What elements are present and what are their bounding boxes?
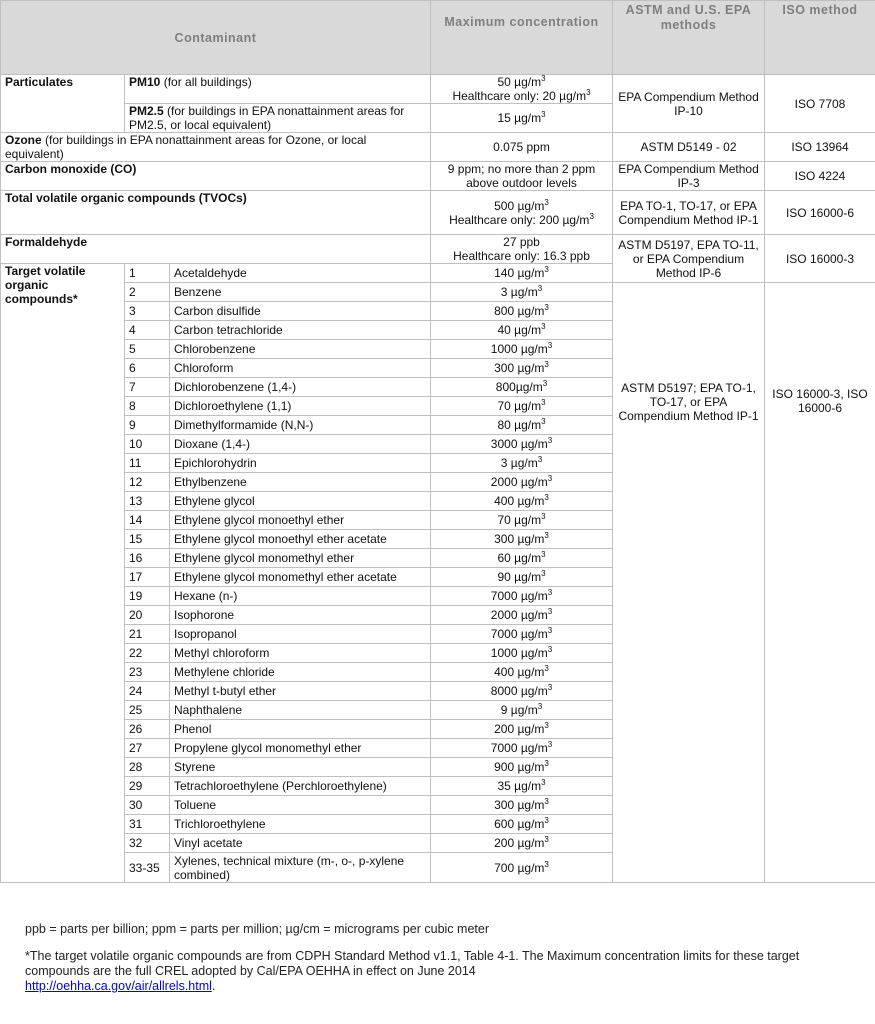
particulates-label: Particulates <box>1 75 125 133</box>
table-row <box>1 283 875 302</box>
compound-name: Isopropanol <box>170 625 431 644</box>
compound-concentration <box>431 739 613 758</box>
compound-concentration <box>431 283 613 302</box>
compound-number: 17 <box>125 568 170 587</box>
compound-conc-value: 3000 µg/m <box>490 437 548 451</box>
tvoc-label: Total volatile organic compounds (TVOCs) <box>1 191 431 235</box>
formaldehyde-method: ASTM D5197, EPA TO-11, or EPA Compendium Method IP-6 <box>613 235 765 283</box>
compound-concentration <box>431 435 613 454</box>
compound-conc-value: 7000 µg/m <box>490 741 548 755</box>
compound-number: 31 <box>125 815 170 834</box>
compound-conc-value: 200 µg/m <box>494 836 545 850</box>
compound-conc-value: 900 µg/m <box>494 760 545 774</box>
compound-number: 13 <box>125 492 170 511</box>
tvoc-conc-a: 500 µg/m <box>494 198 545 213</box>
compound-conc-value: 9 µg/m <box>500 703 538 717</box>
compound-conc-value: 90 µg/m <box>497 570 542 584</box>
compound-number: 5 <box>125 340 170 359</box>
sup: 3 <box>542 379 548 388</box>
pm25-concentration <box>431 104 613 133</box>
compound-concentration <box>431 796 613 815</box>
compound-conc-value: 700 µg/m <box>494 860 545 875</box>
formaldehyde-conc-a: 27 ppb <box>503 235 540 249</box>
compound-conc-value: 35 µg/m <box>497 779 542 793</box>
pm10-conc-b: Healthcare only: 20 µg/m <box>452 89 587 103</box>
header-iso-method: ISO method <box>765 1 875 75</box>
formaldehyde-label: Formaldehyde <box>1 235 431 264</box>
sup: 3 <box>544 664 549 673</box>
sup: 3 <box>547 626 553 635</box>
compound-number: 30 <box>125 796 170 815</box>
sup: 3 <box>537 455 543 464</box>
sup: 3 <box>547 645 553 654</box>
sup: 3 <box>541 569 546 578</box>
compound-number: 33-35 <box>125 853 170 883</box>
compound-concentration <box>431 454 613 473</box>
compound-name: Propylene glycol monomethyl ether <box>170 739 431 758</box>
compound-conc-value: 3 µg/m <box>500 456 538 470</box>
sup: 3 <box>544 721 549 730</box>
pm10-name: PM10 <box>129 75 161 89</box>
compound-conc-value: 800 µg/m <box>494 304 545 318</box>
ozone-method: ASTM D5149 - 02 <box>613 133 765 162</box>
compound-number: 4 <box>125 321 170 340</box>
sup: 3 <box>589 211 594 221</box>
pm10-concentration <box>431 75 613 104</box>
ozone-concentration: 0.075 ppm <box>431 133 613 162</box>
co-iso: ISO 4224 <box>765 162 875 191</box>
compound-concentration <box>431 853 613 883</box>
compound-conc-value: 7000 µg/m <box>490 627 548 641</box>
tvoc-iso: ISO 16000-6 <box>765 191 875 235</box>
compound-name: Phenol <box>170 720 431 739</box>
compound-name: Naphthalene <box>170 701 431 720</box>
sup: 3 <box>544 816 549 825</box>
sup: 3 <box>547 607 553 616</box>
compound-name: Isophorone <box>170 606 431 625</box>
compound-name: Methylene chloride <box>170 663 431 682</box>
sup: 3 <box>544 493 549 502</box>
footnote-target <box>25 949 860 994</box>
compound-conc-value: 600 µg/m <box>494 817 545 831</box>
tvoc-method: EPA TO-1, TO-17, or EPA Compendium Method IP-1 <box>613 191 765 235</box>
table-row-tvoc <box>1 191 875 235</box>
compound-number: 26 <box>125 720 170 739</box>
ozone-iso: ISO 13964 <box>765 133 875 162</box>
sup: 3 <box>547 436 553 445</box>
compound-name: Trichloroethylene <box>170 815 431 834</box>
compound-number: 32 <box>125 834 170 853</box>
sup: 3 <box>541 74 546 83</box>
sup: 3 <box>547 683 553 692</box>
tvoc-concentration <box>431 191 613 235</box>
pm25-name: PM2.5 <box>129 104 164 118</box>
table-row-pm10 <box>1 75 875 104</box>
compound-conc-value: 200 µg/m <box>494 722 545 736</box>
compound-concentration <box>431 378 613 397</box>
footnote-target-text: *The target volatile organic compounds are from CDPH Standard Method v1.1, Table 4-1. The Maximum concentration limits for these target compounds are the full CREL adopted by Cal/EPA OEHHA in effect on June 2014 <box>25 949 800 978</box>
sup: 3 <box>544 797 549 806</box>
sup: 3 <box>541 110 546 119</box>
target-voc-method: ASTM D5197; EPA TO-1, TO-17, or EPA Compendium Method IP-1 <box>613 283 765 883</box>
sup: 3 <box>544 759 549 768</box>
compound-concentration <box>431 397 613 416</box>
compound-number: 15 <box>125 530 170 549</box>
footnote-link[interactable]: http://oehha.ca.gov/air/allrels.html <box>25 979 212 993</box>
compound-name: Ethylene glycol <box>170 492 431 511</box>
pm25-desc: (for buildings in EPA nonattainment areas for PM2.5, or local equivalent) <box>129 104 405 132</box>
compound-concentration <box>431 625 613 644</box>
compound-number: 2 <box>125 283 170 302</box>
compound-name: Benzene <box>170 283 431 302</box>
sup: 3 <box>541 398 546 407</box>
footnote-link-suffix: . <box>211 979 216 993</box>
compound-concentration <box>431 302 613 321</box>
particulates-iso: ISO 7708 <box>765 75 875 133</box>
compound-number: 27 <box>125 739 170 758</box>
compound-name: Carbon disulfide <box>170 302 431 321</box>
tvoc-conc-b: Healthcare only: 200 µg/m <box>449 212 590 227</box>
compound-number: 3 <box>125 302 170 321</box>
compound-number: 24 <box>125 682 170 701</box>
sup: 3 <box>544 197 549 207</box>
compound-concentration <box>431 530 613 549</box>
compound-name: Methyl t-butyl ether <box>170 682 431 701</box>
compound-conc-value: 40 µg/m <box>497 323 542 337</box>
formaldehyde-concentration <box>431 235 613 264</box>
compound-concentration <box>431 568 613 587</box>
sup: 3 <box>541 512 546 521</box>
compound-name: Dimethylformamide (N,N-) <box>170 416 431 435</box>
compound-number: 10 <box>125 435 170 454</box>
compound-concentration <box>431 264 613 283</box>
compound-number: 11 <box>125 454 170 473</box>
compound-name: Ethylene glycol monoethyl ether <box>170 511 431 530</box>
table-header-row <box>1 1 875 75</box>
compound-name: Ethylbenzene <box>170 473 431 492</box>
sup: 3 <box>544 531 549 540</box>
compound-conc-value: 300 µg/m <box>494 532 545 546</box>
target-voc-iso: ISO 16000-3, ISO 16000-6 <box>765 283 875 883</box>
compound-number: 14 <box>125 511 170 530</box>
ozone-cell <box>1 133 431 162</box>
compound-number: 29 <box>125 777 170 796</box>
compound-conc-value: 70 µg/m <box>497 399 542 413</box>
compound-concentration <box>431 701 613 720</box>
compound-name: Ethylene glycol monomethyl ether acetate <box>170 568 431 587</box>
sup: 3 <box>547 740 553 749</box>
sup: 3 <box>544 360 549 369</box>
compound-concentration <box>431 758 613 777</box>
sup: 3 <box>547 474 553 483</box>
compound-name: Dioxane (1,4-) <box>170 435 431 454</box>
compound-conc-value: 2000 µg/m <box>490 475 548 489</box>
compound-name: Hexane (n-) <box>170 587 431 606</box>
pm10-cell <box>125 75 431 104</box>
compound-concentration <box>431 777 613 796</box>
compound-conc-value: 140 µg/m <box>494 266 545 280</box>
compound-number: 23 <box>125 663 170 682</box>
sup: 3 <box>544 303 549 312</box>
sup: 3 <box>537 284 543 293</box>
compound-conc-value: 300 µg/m <box>494 798 545 812</box>
compound-number: 19 <box>125 587 170 606</box>
compound-number: 1 <box>125 264 170 283</box>
compound-concentration <box>431 321 613 340</box>
compound-conc-value: 8000 µg/m <box>490 684 548 698</box>
compound-name: Acetaldehyde <box>170 264 431 283</box>
compound-conc-value: 1000 µg/m <box>490 646 548 660</box>
compound-concentration <box>431 606 613 625</box>
compound-number: 8 <box>125 397 170 416</box>
compound-concentration <box>431 663 613 682</box>
compound-number: 20 <box>125 606 170 625</box>
compound-conc-value: 2000 µg/m <box>490 608 548 622</box>
compound-conc-value: 400 µg/m <box>494 494 545 508</box>
sup: 3 <box>544 859 549 869</box>
compound-number: 6 <box>125 359 170 378</box>
target-voc-label: Target volatile organic compounds* <box>1 264 125 883</box>
compound-concentration <box>431 834 613 853</box>
compound-number: 21 <box>125 625 170 644</box>
compound-number: 22 <box>125 644 170 663</box>
compound-concentration <box>431 682 613 701</box>
compound-concentration <box>431 473 613 492</box>
compound-name: Methyl chloroform <box>170 644 431 663</box>
compound-conc-value: 3 µg/m <box>500 285 538 299</box>
compound-name: Ethylene glycol monoethyl ether acetate <box>170 530 431 549</box>
compound-number: 25 <box>125 701 170 720</box>
compound-number: 28 <box>125 758 170 777</box>
compound-concentration <box>431 587 613 606</box>
pm25-conc: 15 µg/m <box>497 111 542 125</box>
compound-conc-value: 70 µg/m <box>497 513 542 527</box>
compound-name: Xylenes, technical mixture (m-, o-, p-xylene combined) <box>170 853 431 883</box>
table-row-co <box>1 162 875 191</box>
compound-name: Ethylene glycol monomethyl ether <box>170 549 431 568</box>
compound-name: Styrene <box>170 758 431 777</box>
sup: 3 <box>541 550 546 559</box>
sup: 3 <box>586 88 591 97</box>
compound-name: Carbon tetrachloride <box>170 321 431 340</box>
pm10-conc-a: 50 µg/m <box>497 75 542 89</box>
sup: 3 <box>537 702 543 711</box>
particulates-method: EPA Compendium Method IP-10 <box>613 75 765 133</box>
ozone-desc: (for buildings in EPA nonattainment areas for Ozone, or local equivalent) <box>5 133 367 161</box>
compound-name: Vinyl acetate <box>170 834 431 853</box>
compound-conc-value: 400 µg/m <box>494 665 545 679</box>
compound-conc-value: 80 µg/m <box>497 418 542 432</box>
formaldehyde-iso: ISO 16000-3 <box>765 235 875 283</box>
compound-name: Toluene <box>170 796 431 815</box>
compound-concentration <box>431 340 613 359</box>
compound-conc-value: 1000 µg/m <box>490 342 548 356</box>
compound-number: 9 <box>125 416 170 435</box>
compound-name: Chlorobenzene <box>170 340 431 359</box>
compound-concentration <box>431 644 613 663</box>
compound-concentration <box>431 511 613 530</box>
formaldehyde-conc-b: Healthcare only: 16.3 ppb <box>453 249 590 263</box>
compound-name: Chloroform <box>170 359 431 378</box>
header-max-concentration: Maximum concentration <box>431 1 613 75</box>
pm25-cell <box>125 104 431 133</box>
sup: 3 <box>541 778 546 787</box>
compound-concentration <box>431 720 613 739</box>
compound-number: 7 <box>125 378 170 397</box>
compound-conc-value: 800µg/m <box>495 380 543 394</box>
compound-name: Epichlorohydrin <box>170 454 431 473</box>
compound-concentration <box>431 815 613 834</box>
footnote-units: ppb = parts per billion; ppm = parts per million; µg/cm = micrograms per cubic meter <box>25 922 489 936</box>
compound-name: Dichloroethylene (1,1) <box>170 397 431 416</box>
compound-name: Dichlorobenzene (1,4-) <box>170 378 431 397</box>
compound-concentration <box>431 359 613 378</box>
sup: 3 <box>544 835 549 844</box>
table-row-formaldehyde <box>1 235 875 264</box>
pm10-desc: (for all buildings) <box>160 75 252 89</box>
compound-concentration <box>431 549 613 568</box>
compound-conc-value: 7000 µg/m <box>490 589 548 603</box>
compound-number: 16 <box>125 549 170 568</box>
co-concentration: 9 ppm; no more than 2 ppm above outdoor levels <box>431 162 613 191</box>
sup: 3 <box>541 417 546 426</box>
header-contaminant: Contaminant <box>1 1 431 75</box>
table-row-ozone <box>1 133 875 162</box>
compound-name: Tetrachloroethylene (Perchloroethylene) <box>170 777 431 796</box>
compound-conc-value: 300 µg/m <box>494 361 545 375</box>
ozone-label: Ozone <box>5 133 42 147</box>
co-label: Carbon monoxide (CO) <box>1 162 431 191</box>
compound-conc-value: 60 µg/m <box>497 551 542 565</box>
sup: 3 <box>547 341 553 350</box>
compound-concentration <box>431 492 613 511</box>
co-method: EPA Compendium Method IP-3 <box>613 162 765 191</box>
sup: 3 <box>544 265 549 274</box>
compound-number: 12 <box>125 473 170 492</box>
sup: 3 <box>547 588 553 597</box>
compound-concentration <box>431 416 613 435</box>
header-astm-epa-methods: ASTM and U.S. EPA methods <box>613 1 765 75</box>
sup: 3 <box>541 322 546 331</box>
